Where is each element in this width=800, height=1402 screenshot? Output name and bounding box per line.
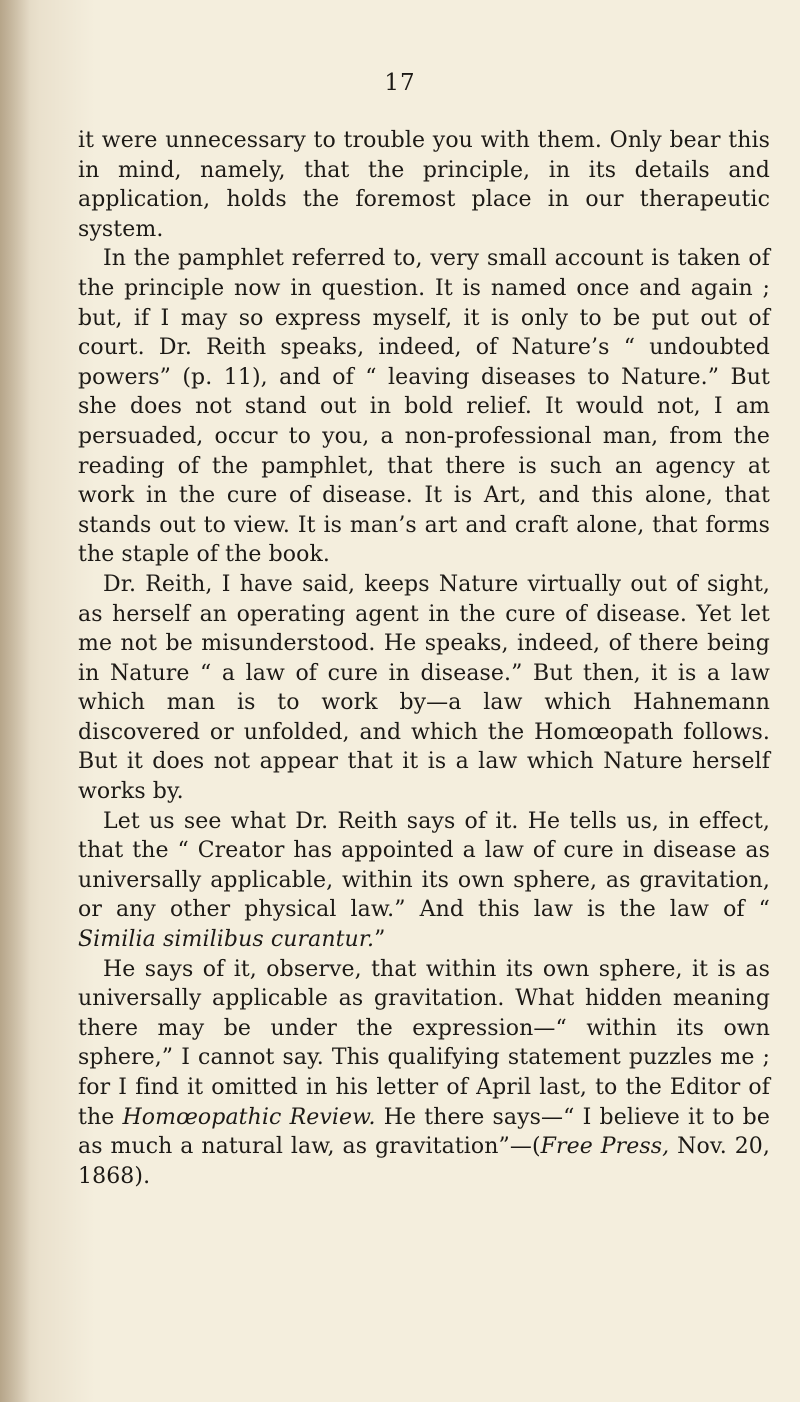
paragraph-5-text-c: Nov. 20, 1868).: [78, 1134, 770, 1189]
paragraph-2-text: In the pamphlet referred to, very small account is taken of the principle now in question. It is named once and again ; but, if I may so express myself, it is only to be put out of court. Dr. Reith speaks, indeed, of Nature’s “ undoubted powers” (p. 11), and of “ leaving diseases to Nature.” But she does not stand out in bold relief. It would not, I am persuaded, occur to you, a non-professional man, from the reading of the pamphlet, that there is such an agency at work in the cure of disease. It is Art, and this alone, that stands out to view. It is man’s art and craft alone, that forms the staple of the book.: [78, 246, 770, 568]
paragraph-3: [78, 570, 770, 807]
paragraph-5-text-a: He says of it, observe, that within its own sphere, it is as universally applicable as gravitation. What hidden meaning there may be under the expression—“ within its own sphere,” I cannot say. This qualifying statement puzzles me ; for I find it omitted in his letter of April last, to the Editor of the: [78, 956, 770, 1130]
paragraph-5: [78, 955, 770, 1192]
page-number: 17: [384, 70, 416, 96]
paragraph-1-text: it were unnecessary to trouble you with them. Only bear this in mind, namely, that the principle, in its details and application, holds the foremost place in our therapeutic system.: [78, 128, 770, 242]
journal-title: Homœopathic Review.: [122, 1104, 376, 1130]
body-text: [78, 126, 770, 1191]
paragraph-5-text-b: He there says—“ I believe it to be as much a natural law, as gravitation”—(: [78, 1104, 770, 1160]
paragraph-3-text: Dr. Reith, I have said, keeps Nature virtually out of sight, as herself an operating agent in the cure of disease. Yet let me not be misunderstood. He speaks, indeed, of there being in Nature “ a law of cure in disease.” But then, it is a law which man is to work by—a law which Hahnemann discovered or unfolded, and which the Homœopath follows. But it does not appear that it is a law which Nature herself works by.: [78, 571, 770, 805]
paragraph-4: [78, 807, 770, 955]
paragraph-1: [78, 126, 770, 244]
closing-quote: ”: [374, 927, 386, 953]
newspaper-title: Free Press,: [540, 1134, 670, 1160]
binding-shadow: [0, 0, 30, 1402]
paragraph-2: [78, 244, 770, 570]
latin-motto: Similia similibus curantur.: [78, 927, 375, 953]
paragraph-4-text: Let us see what Dr. Reith says of it. He tells us, in effect, that the “ Creator has appointed a law of cure in disease as universally applicable, within its own sphere, as gravitation, or any other physical law.” And this law is the law of “: [78, 808, 770, 923]
